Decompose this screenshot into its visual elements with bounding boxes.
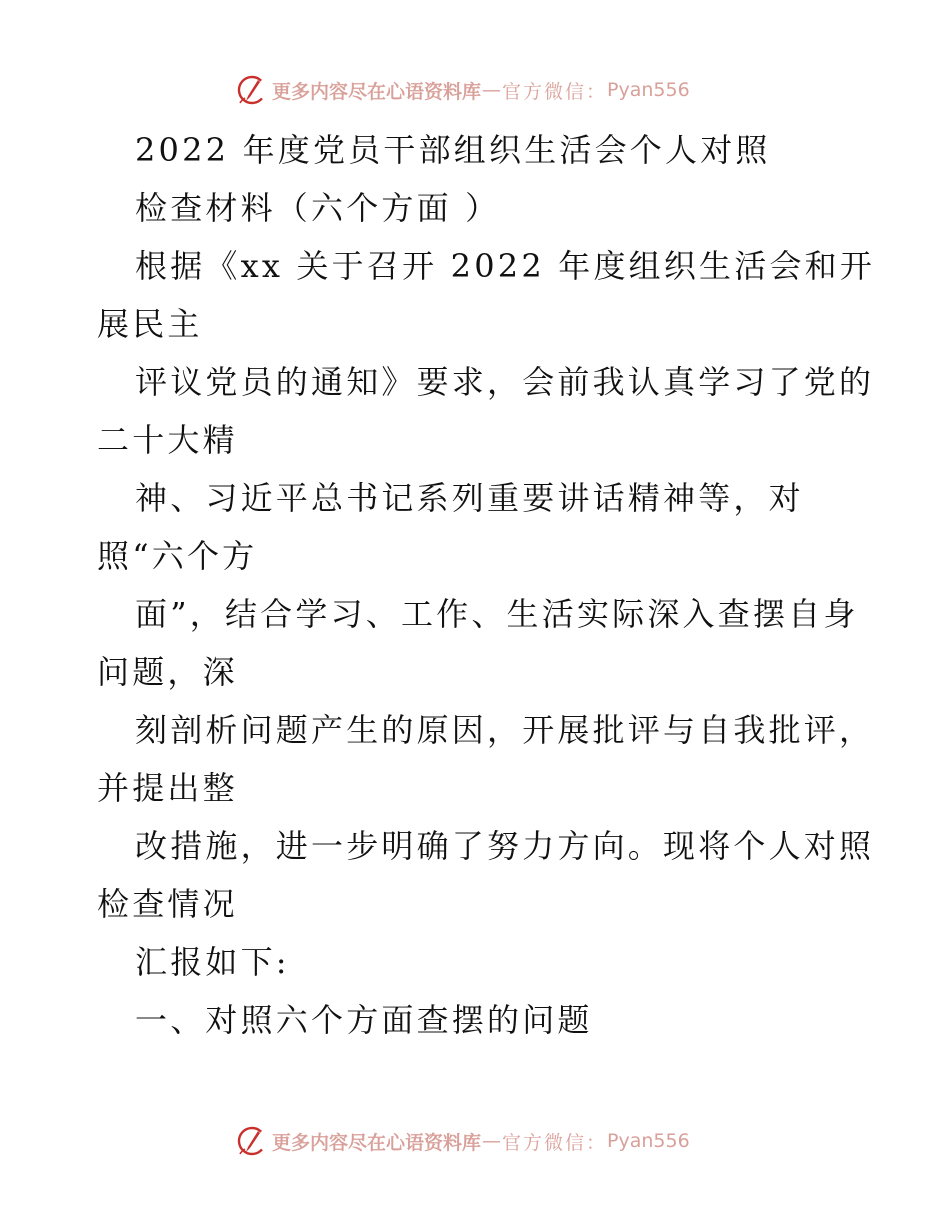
quill-pen-logo-icon: [236, 74, 268, 106]
banner-separator: —: [482, 79, 502, 101]
document-title-line-2: 检查材料（六个方面 ）: [135, 189, 501, 227]
paragraph-line: 面”，结合学习、工作、生活实际深入查摆自身: [135, 595, 859, 633]
banner-brand-text: 更多内容尽在心语资料库: [272, 80, 482, 103]
paragraph-line: 问题，深: [97, 653, 238, 691]
footer-watermark-banner: [236, 1124, 690, 1158]
paragraph-line: 改措施，进一步明确了努力方向。现将个人对照: [135, 827, 875, 865]
banner-wechat-label: 官方微信：: [502, 80, 608, 103]
paragraph-line: 展民主: [97, 305, 203, 343]
paragraph-line: 刻剖析问题产生的原因，开展批评与自我批评，: [135, 711, 875, 749]
paragraph-line: 根据《xx 关于召开 2022 年度组织生活会和开: [135, 247, 876, 285]
paragraph-line: 二十大精: [97, 421, 238, 459]
paragraph-line: 并提出整: [97, 769, 238, 807]
banner-brand-text: 更多内容尽在心语资料库: [272, 1131, 482, 1154]
paragraph-line: 汇报如下:: [135, 943, 290, 981]
banner-wechat-label: 官方微信：: [502, 1131, 608, 1154]
quill-pen-logo-icon: [236, 1125, 268, 1157]
header-watermark-banner: [236, 73, 690, 107]
banner-wechat-id: Pyan556: [607, 79, 690, 101]
paragraph-line: 检查情况: [97, 885, 238, 923]
banner-wechat-id: Pyan556: [607, 1130, 690, 1152]
paragraph-line: 照“六个方: [97, 537, 258, 575]
banner-separator: —: [482, 1130, 502, 1152]
section-heading: 一、对照六个方面查摆的问题: [135, 1001, 593, 1039]
document-title-line-1: 2022 年度党员干部组织生活会个人对照: [135, 131, 771, 169]
paragraph-line: 评议党员的通知》要求，会前我认真学习了党的: [135, 363, 875, 401]
paragraph-line: 神、习近平总书记系列重要讲话精神等，对: [135, 479, 804, 517]
